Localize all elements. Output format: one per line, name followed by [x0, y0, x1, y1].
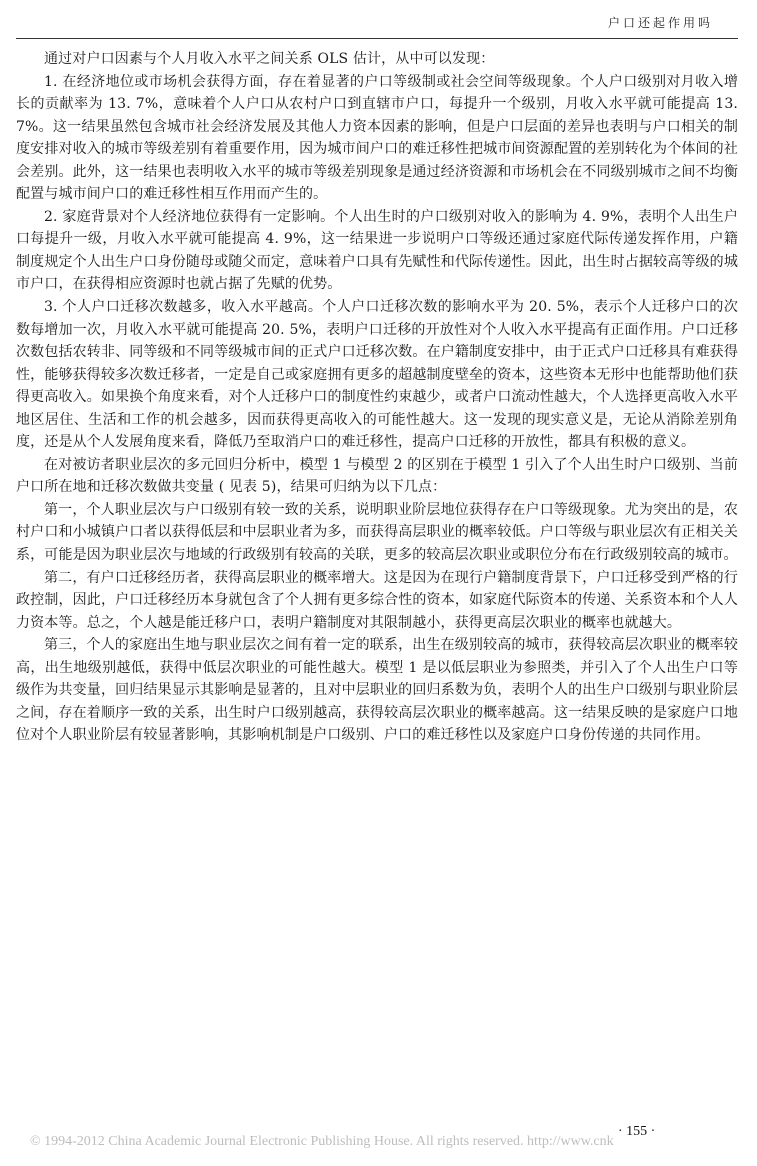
paragraph-finding-3: 3. 个人户口迁移次数越多，收入水平越高。个人户口迁移次数的影响水平为 20. 5%，表示个人迁移户口的次数每增加一次，月收入水平就可能提高 20. 5%，表明户口迁移的开放性对个人收入水平提高有正面作用。户口迁移次数包括农转非、同等级和不同等级城市间的正式户口迁移次数。在户籍制度安排中，由于正式户口迁移具有难获得性，能够获得较多次数迁移者，一定是自己或家庭拥有更多的超越制度壁垒的资本，这些资本无形中也能帮助他们获得更高收入。如果换个角度来看，对个人迁移户口的制度性约束越少，或者户口流动性越大，个人选择更高收入水平地区居住、生活和工作的机会越多，因而获得更高收入的可能性越大。这一发现的现实意义是，无论从消除差别角度，还是从个人发展角度来看，降低乃至取消户口的难迁移性，提高户口迁移的开放性，都具有积极的意义。 [16, 299, 738, 451]
paragraph-finding-2: 2. 家庭背景对个人经济地位获得有一定影响。个人出生时的户口级别对收入的影响为 4. 9%，表明个人出生户口每提升一级，月收入水平就可能提高 4. 9%，这一结果进一步说明户口等级还通过家庭代际传递发挥作用，户籍制度规定个人出生户口身份随母或随父而定，意味着户口具有先赋性和代际传递性。因此，出生时占据较高等级的城市户口，在获得相应资源时也就占据了先赋的优势。 [16, 208, 738, 293]
copyright-watermark: © 1994-2012 China Academic Journal Electronic Publishing House. All rights reserved. http://www.cnk [30, 1134, 614, 1149]
paragraph-first: 第一，个人职业层次与户口级别有较一致的关系，说明职业阶层地位获得存在户口等级现象。尤为突出的是，农村户口和小城镇户口者以获得低层和中层职业者为多，而获得高层职业的概率较低。户口等级与职业层次有正相关关系，可能是因为职业层次与地域的行政级别有较高的关联，更多的较高层次职业或职位分布在行政级别较高的城市。 [16, 501, 738, 564]
running-title: 户口还起作用吗 [607, 16, 713, 30]
paragraph-third: 第三，个人的家庭出生地与职业层次之间有着一定的联系，出生在级别较高的城市，获得较高层次职业的概率较高，出生地级别越低，获得中低层次职业的可能性越大。模型 1 是以低层职业为参照类，并引入了个人出生户口等级作为共变量，回归结果显示其影响是显著的，且对中层职业的回归系数为负，表明个人的出生户口级别与职业阶层之间，存在着顺序一致的关系，出生时户口级别越高，获得较高层次职业的概率越高。这一结果反映的是家庭户口地位对个人职业阶层有较显著影响，其影响机制是户口级别、户口的难迁移性以及家庭户口身份传递的共同作用。 [16, 637, 738, 744]
paragraph-intro: 通过对户口因素与个人月收入水平之间关系 OLS 估计，从中可以发现： [44, 51, 495, 67]
paragraph-second: 第二，有户口迁移经历者，获得高层职业的概率增大。这是因为在现行户籍制度背景下，户口迁移受到严格的行政控制，因此，户口迁移经历本身就包含了个人拥有更多综合性的资本，如家庭代际资本的传递、关系资本和个人人力资本等。总之，个人越是能迁移户口，表明户籍制度对其限制越小，获得更高层次职业的概率也就越大。 [16, 569, 738, 631]
header-rule [16, 38, 738, 39]
paragraph-occupation-intro: 在对被访者职业层次的多元回归分析中，模型 1 与模型 2 的区别在于模型 1 引入了个人出生时户口级别、当前户口所在地和迁移次数做共变量 ( 见表 5)，结果可归纳为以下几点： [16, 456, 738, 496]
page-number: · 155 · [618, 1124, 656, 1139]
body-text [16, 48, 738, 747]
page-footer [0, 1124, 757, 1164]
paragraph-finding-1: 1. 在经济地位或市场机会获得方面，存在着显著的户口等级制或社会空间等级现象。个人户口级别对月收入增长的贡献率为 13. 7%，意味着个人户口从农村户口到直辖市户口，每提升一个级别，月收入水平就可能提高 13. 7%。这一结果虽然包含城市社会经济发展及其他人力资本因素的影响，但是户口层面的差异也表明与户口相关的制度安排对收入的城市等级差别有着重要作用，因为城市间户口的难迁移性把城市间资源配置的差别转化为个体间的社会差别。此外，这一结果也表明收入水平的城市等级差别现象是通过经济资源和市场机会在不同级别城市之间不均衡配置与城市间户口的难迁移性相互作用而产生的。 [16, 73, 738, 203]
